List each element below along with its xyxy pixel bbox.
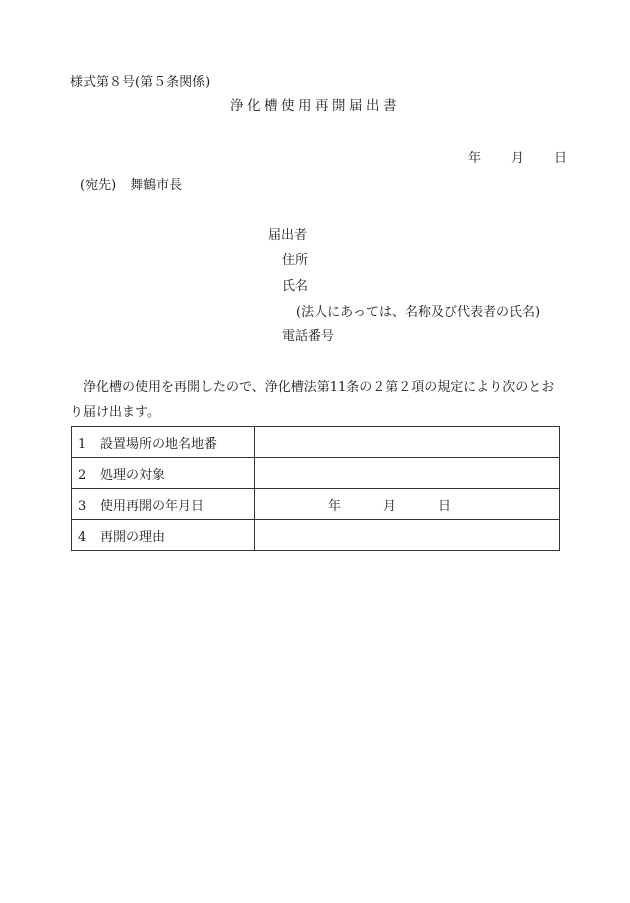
addressee-name: 舞鶴市長 xyxy=(130,178,183,193)
resume-reason-field[interactable] xyxy=(255,520,560,551)
treatment-target-field[interactable] xyxy=(255,458,560,489)
row-number: 2 xyxy=(78,467,87,483)
table-row xyxy=(72,520,560,551)
submission-date-line xyxy=(468,152,567,165)
notification-table xyxy=(71,426,560,551)
form-number: 様式第８号(第５条関係) xyxy=(70,75,211,90)
date-day-label: 日 xyxy=(554,151,568,166)
notifier-label: 届出者 xyxy=(268,228,308,243)
row-label: 再開の理由 xyxy=(100,529,166,545)
body-text: 浄化槽の使用を再開したので、浄化槽法第11条の２第２項の規定により次のとおり届け出ます。 xyxy=(70,380,555,420)
date-month-label: 月 xyxy=(511,151,525,166)
table-row xyxy=(72,458,560,489)
resume-date-field[interactable] xyxy=(255,489,560,520)
row-label-cell xyxy=(72,520,255,551)
row-label: 処理の対象 xyxy=(100,467,166,483)
row-label: 設置場所の地名地番 xyxy=(100,436,218,452)
table-row xyxy=(72,489,560,520)
row-number: 3 xyxy=(78,498,87,514)
name-label: 氏名 xyxy=(282,279,309,294)
resume-day-label: 日 xyxy=(438,498,452,514)
row-label-cell xyxy=(72,489,255,520)
location-field[interactable] xyxy=(255,427,560,458)
resume-month-label: 月 xyxy=(383,498,397,514)
row-label-cell xyxy=(72,458,255,489)
addressee xyxy=(80,179,182,192)
address-label: 住所 xyxy=(282,253,309,268)
row-label: 使用再開の年月日 xyxy=(100,498,205,514)
table-row xyxy=(72,427,560,458)
row-number: 4 xyxy=(78,529,87,545)
row-label-cell xyxy=(72,427,255,458)
phone-label: 電話番号 xyxy=(282,329,335,344)
addressee-prefix: (宛先) xyxy=(80,178,117,193)
name-note: (法人にあっては、名称及び代表者の氏名) xyxy=(296,305,541,320)
row-number: 1 xyxy=(78,436,87,452)
document-title: 浄化槽使用再開届出書 xyxy=(230,98,400,114)
resume-year-label: 年 xyxy=(328,498,342,514)
date-year-label: 年 xyxy=(468,151,482,166)
